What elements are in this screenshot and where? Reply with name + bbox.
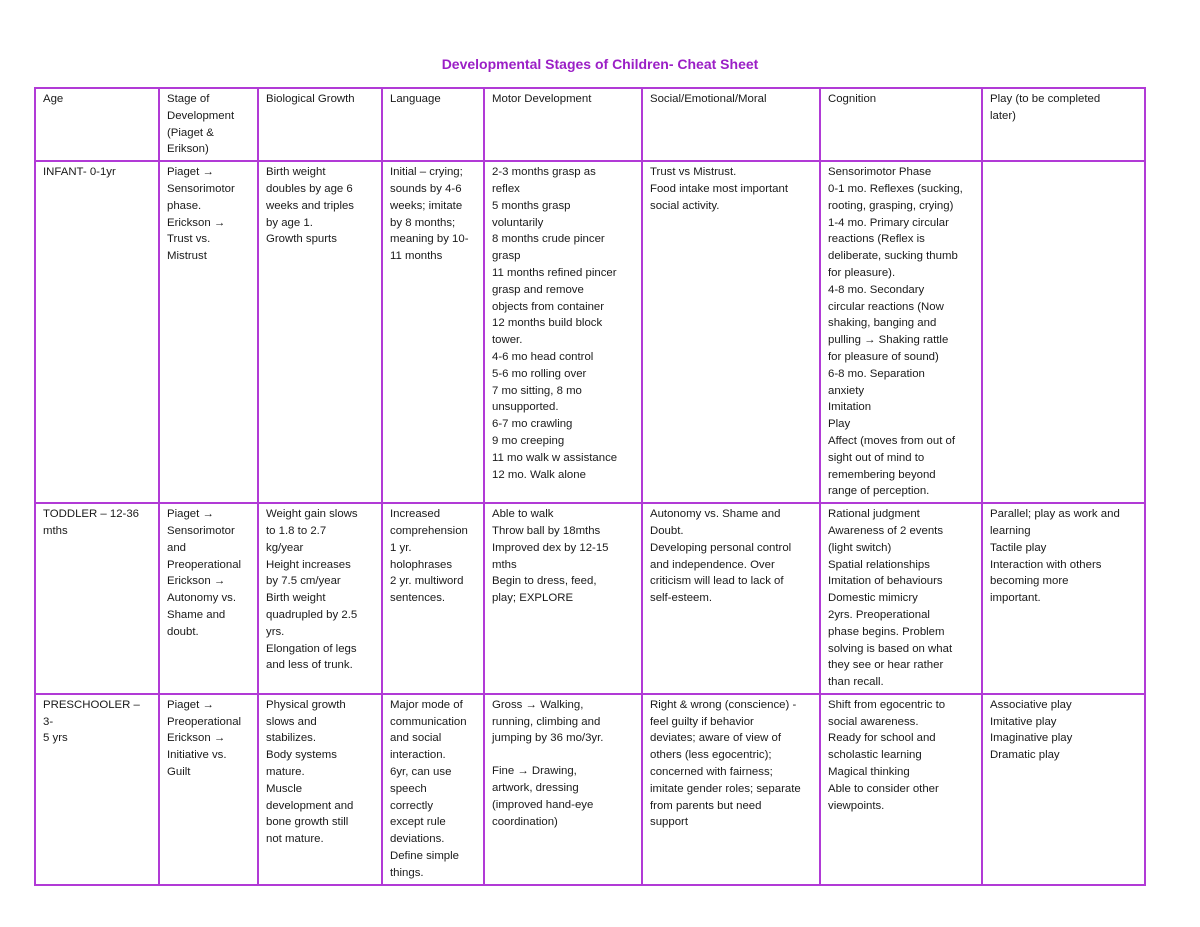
cell-line: Dramatic play bbox=[990, 749, 1060, 762]
cell-line: (improved hand-eye bbox=[492, 798, 594, 811]
cell-line: Birth weight bbox=[266, 592, 326, 605]
cell-line: kg/year bbox=[266, 541, 304, 554]
cell-line: Preoperational bbox=[167, 715, 242, 728]
header-cell-cognition bbox=[820, 88, 982, 161]
cell-line: Biological Growth bbox=[266, 93, 355, 105]
cell-line: for pleasure). bbox=[828, 266, 896, 279]
cell-line: Piaget → bbox=[167, 166, 214, 179]
cell-line: interaction. bbox=[390, 749, 446, 762]
cell-line: for pleasure of sound) bbox=[828, 350, 939, 363]
cell-line: Initial – crying; bbox=[390, 166, 463, 179]
cell-line: PRESCHOOLER – 3- bbox=[43, 698, 140, 728]
cell-line: 2 yr. multiword bbox=[390, 575, 464, 588]
cell-line: Erickson → bbox=[167, 575, 226, 588]
cell-line: Cognition bbox=[828, 93, 877, 105]
cell-line: Parallel; play as work and bbox=[990, 508, 1120, 521]
cell-line: weeks and triples bbox=[266, 199, 355, 212]
table-row-infant bbox=[35, 161, 1145, 503]
cell-line: Play bbox=[828, 418, 851, 431]
cell-line: Define simple bbox=[390, 850, 460, 863]
table-cell bbox=[820, 503, 982, 694]
cell-line: Magical thinking bbox=[828, 766, 910, 779]
cell-line: (Piaget & bbox=[167, 126, 214, 139]
cell-line: reactions (Reflex is bbox=[828, 233, 925, 246]
cell-line: Shame and bbox=[167, 608, 226, 621]
cell-line: Tactile play bbox=[990, 541, 1047, 554]
table-cell bbox=[642, 694, 820, 885]
cell-line: anxiety bbox=[828, 384, 865, 397]
cell-line: comprehension bbox=[390, 524, 468, 537]
cell-line: 5 months grasp bbox=[492, 199, 571, 212]
cell-line: than recall. bbox=[828, 676, 884, 689]
table-cell bbox=[35, 161, 159, 503]
cell-line: Right & wrong (conscience) - bbox=[650, 698, 797, 711]
cell-line: Trust vs. bbox=[167, 233, 211, 246]
cell-line: correctly bbox=[390, 799, 434, 812]
header-cell-motor-development bbox=[484, 88, 642, 161]
cell-line: learning bbox=[990, 524, 1031, 537]
cell-line: Erikson) bbox=[167, 143, 209, 156]
cell-line: Language bbox=[390, 93, 441, 105]
table-cell bbox=[642, 161, 820, 503]
table-cell bbox=[258, 161, 382, 503]
cell-line: Birth weight bbox=[266, 166, 326, 179]
cell-line: Gross → Walking, bbox=[492, 698, 584, 711]
table-cell bbox=[258, 694, 382, 885]
cell-line: 6yr, can use bbox=[390, 766, 452, 779]
cell-line: Imitation of behaviours bbox=[828, 575, 943, 588]
cell-line: Erickson → bbox=[167, 732, 226, 745]
cell-line: from parents but need bbox=[650, 799, 762, 812]
cell-line: to 1.8 to 2.7 bbox=[266, 524, 327, 537]
cell-line: Stage of bbox=[167, 93, 210, 105]
table-cell bbox=[159, 503, 258, 694]
cell-line: Shift from egocentric to bbox=[828, 698, 946, 711]
cell-line: Trust vs Mistrust. bbox=[650, 166, 737, 179]
cell-line: circular reactions (Now bbox=[828, 300, 944, 313]
cell-line: by 7.5 cm/year bbox=[266, 575, 341, 588]
cell-line: Spatial relationships bbox=[828, 558, 930, 571]
cell-line: and bbox=[167, 541, 187, 554]
cell-line: Elongation of legs bbox=[266, 642, 357, 655]
table-cell bbox=[35, 694, 159, 885]
cell-line: 12 months build block bbox=[492, 317, 603, 330]
table-cell bbox=[484, 161, 642, 503]
cell-line: and independence. Over bbox=[650, 558, 775, 571]
cell-line: by age 1. bbox=[266, 216, 313, 229]
cell-line: running, climbing and bbox=[492, 715, 601, 728]
cell-line: Guilt bbox=[167, 766, 191, 779]
cell-line: pulling → Shaking rattle bbox=[828, 334, 949, 347]
cell-line: 2-3 months grasp as bbox=[492, 166, 596, 179]
table-row-preschooler bbox=[35, 694, 1145, 885]
table-cell bbox=[820, 161, 982, 503]
cell-line: solving is based on what bbox=[828, 642, 953, 655]
cell-line: development and bbox=[266, 799, 354, 812]
cell-line: 8 months crude pincer bbox=[492, 233, 605, 246]
cell-line: mths bbox=[492, 558, 517, 571]
cell-line: viewpoints. bbox=[828, 799, 885, 812]
cell-line: Sensorimotor Phase bbox=[828, 166, 932, 179]
cell-line: Preoperational bbox=[167, 558, 242, 571]
cell-line: Erickson → bbox=[167, 216, 226, 229]
cell-line: self-esteem. bbox=[650, 592, 713, 605]
cell-line: Ready for school and bbox=[828, 732, 936, 745]
cell-line: quadrupled by 2.5 bbox=[266, 608, 358, 621]
cell-line: Development bbox=[167, 109, 235, 122]
cell-line: rooting, grasping, crying) bbox=[828, 199, 954, 212]
cell-line: they see or hear rather bbox=[828, 659, 944, 672]
cell-line: voluntarily bbox=[492, 216, 544, 229]
table-cell bbox=[982, 161, 1145, 503]
cell-line: 2yrs. Preoperational bbox=[828, 608, 930, 621]
cell-line: Able to walk bbox=[492, 508, 554, 521]
cell-line: remembering beyond bbox=[828, 468, 936, 481]
table-cell bbox=[382, 694, 484, 885]
cell-line: 12 mo. Walk alone bbox=[492, 468, 586, 481]
header-cell-biological-growth bbox=[258, 88, 382, 161]
cell-line: others (less egocentric); bbox=[650, 749, 772, 762]
cell-line: objects from container bbox=[492, 300, 605, 313]
cell-line: Mistrust bbox=[167, 250, 207, 263]
cell-line: grasp and remove bbox=[492, 283, 584, 296]
cell-line: Initiative vs. bbox=[167, 749, 227, 762]
cell-line: Major mode of bbox=[390, 698, 463, 711]
table-cell bbox=[484, 694, 642, 885]
cell-line: by 8 months; bbox=[390, 216, 456, 229]
cell-line: Weight gain slows bbox=[266, 508, 358, 521]
table-cell bbox=[382, 503, 484, 694]
table-cell bbox=[820, 694, 982, 885]
cell-line: grasp bbox=[492, 250, 521, 263]
table-row-toddler bbox=[35, 503, 1145, 694]
cell-line: things. bbox=[390, 866, 424, 879]
cell-line: Motor Development bbox=[492, 93, 592, 105]
cell-line: doubles by age 6 bbox=[266, 182, 353, 195]
cell-line: Begin to dress, feed, bbox=[492, 575, 597, 588]
cell-line: TODDLER – 12-36 bbox=[43, 508, 140, 521]
header-cell-language bbox=[382, 88, 484, 161]
cell-line: sight out of mind to bbox=[828, 451, 925, 464]
cell-line: Autonomy vs. Shame and bbox=[650, 508, 781, 521]
cell-line: Autonomy vs. bbox=[167, 592, 237, 605]
cell-line: 4-6 mo head control bbox=[492, 350, 594, 363]
cell-line: Developing personal control bbox=[650, 541, 792, 554]
cell-line: 11 mo walk w assistance bbox=[492, 451, 618, 464]
cell-line: 6-7 mo crawling bbox=[492, 418, 573, 431]
cell-line: stabilizes. bbox=[266, 732, 317, 745]
cell-line: mths bbox=[43, 524, 68, 537]
cell-line: 4-8 mo. Secondary bbox=[828, 283, 925, 296]
cell-line: 9 mo creeping bbox=[492, 434, 565, 447]
header-cell-stage bbox=[159, 88, 258, 161]
cell-line: feel guilty if behavior bbox=[650, 715, 754, 728]
cell-line: speech bbox=[390, 782, 427, 795]
cell-line: becoming more bbox=[990, 575, 1069, 588]
cell-line: weeks; imitate bbox=[390, 199, 463, 212]
table-body bbox=[35, 88, 1145, 885]
table-cell bbox=[484, 503, 642, 694]
cell-line: Muscle bbox=[266, 782, 303, 795]
header-cell-social-emotional-moral bbox=[642, 88, 820, 161]
cell-line: Imitation bbox=[828, 401, 872, 414]
cell-line: mature. bbox=[266, 766, 305, 779]
cell-line: Rational judgment bbox=[828, 508, 920, 521]
cell-line: phase. bbox=[167, 199, 202, 212]
cell-line: doubt. bbox=[167, 625, 199, 638]
cell-line: shaking, banging and bbox=[828, 317, 937, 330]
cell-line bbox=[492, 747, 636, 763]
cell-line: important. bbox=[990, 592, 1041, 605]
cell-line: Throw ball by 18mths bbox=[492, 524, 601, 537]
page-title: Developmental Stages of Children- Cheat Sheet bbox=[441, 56, 759, 72]
cell-line: Able to consider other bbox=[828, 782, 939, 795]
table-cell bbox=[982, 694, 1145, 885]
header-cell-age bbox=[35, 88, 159, 161]
cell-line: support bbox=[650, 816, 688, 829]
header-row bbox=[35, 88, 1145, 161]
header-cell-play bbox=[982, 88, 1145, 161]
cell-line: phase begins. Problem bbox=[828, 625, 945, 638]
cell-line: range of perception. bbox=[828, 485, 930, 498]
cell-line: except rule bbox=[390, 816, 446, 829]
cell-line: deliberate, sucking thumb bbox=[828, 250, 958, 263]
cell-line: Improved dex by 12-15 bbox=[492, 541, 609, 554]
cell-line: Sensorimotor bbox=[167, 182, 235, 195]
cell-line: Social/Emotional/Moral bbox=[650, 93, 767, 105]
cell-line: jumping by 36 mo/3yr. bbox=[492, 732, 604, 745]
table-cell bbox=[982, 503, 1145, 694]
cell-line: deviations. bbox=[390, 833, 445, 846]
cell-line: Piaget → bbox=[167, 698, 214, 711]
cell-line: Height increases bbox=[266, 558, 351, 571]
cell-line: 11 months bbox=[390, 250, 443, 263]
cell-line: artwork, dressing bbox=[492, 782, 579, 795]
cell-line: Domestic mimicry bbox=[828, 592, 918, 605]
cell-line: and social bbox=[390, 732, 442, 745]
cell-line: and less of trunk. bbox=[266, 659, 353, 672]
cell-line: 5-6 mo rolling over bbox=[492, 367, 587, 380]
cell-line: bone growth still bbox=[266, 816, 349, 829]
cell-line: Physical growth bbox=[266, 698, 346, 711]
table-cell bbox=[258, 503, 382, 694]
table-cell bbox=[159, 694, 258, 885]
cell-line: communication bbox=[390, 715, 467, 728]
cell-line: play; EXPLORE bbox=[492, 592, 574, 605]
cell-line: Imaginative play bbox=[990, 732, 1073, 745]
cell-line: reflex bbox=[492, 182, 520, 195]
cell-line: Doubt. bbox=[650, 524, 684, 537]
cell-line: meaning by 10- bbox=[390, 233, 469, 246]
cell-line: imitate gender roles; separate bbox=[650, 782, 801, 795]
cell-line: Age bbox=[43, 93, 64, 105]
cell-line: Imitative play bbox=[990, 715, 1057, 728]
cell-line: Sensorimotor bbox=[167, 524, 235, 537]
cell-line: social activity. bbox=[650, 199, 720, 212]
cell-line: Associative play bbox=[990, 698, 1072, 711]
table-cell bbox=[35, 503, 159, 694]
cell-line: tower. bbox=[492, 334, 523, 347]
cell-line: Play (to be completed bbox=[990, 93, 1101, 105]
cell-line: sentences. bbox=[390, 592, 446, 605]
cell-line: INFANT- 0-1yr bbox=[43, 166, 116, 179]
cell-line: Growth spurts bbox=[266, 233, 337, 246]
cell-line: 11 months refined pincer bbox=[492, 266, 617, 279]
cell-line: later) bbox=[990, 109, 1016, 122]
cell-line: coordination) bbox=[492, 815, 558, 828]
cell-line: 7 mo sitting, 8 mo bbox=[492, 384, 582, 397]
cell-line: (light switch) bbox=[828, 541, 892, 554]
cell-line: 6-8 mo. Separation bbox=[828, 367, 925, 380]
cell-line: not mature. bbox=[266, 833, 324, 846]
cell-line: unsupported. bbox=[492, 401, 559, 414]
cell-line: Body systems bbox=[266, 749, 337, 762]
cell-line: Interaction with others bbox=[990, 558, 1102, 571]
cell-line: Increased bbox=[390, 508, 441, 521]
cell-line: concerned with fairness; bbox=[650, 766, 773, 779]
cell-line: Food intake most important bbox=[650, 182, 789, 195]
cell-line: 1 yr. bbox=[390, 541, 412, 554]
cell-line: holophrases bbox=[390, 558, 453, 571]
cell-line: slows and bbox=[266, 715, 317, 728]
cell-line: Piaget → bbox=[167, 508, 214, 521]
cell-line: 1-4 mo. Primary circular bbox=[828, 216, 949, 229]
cell-line: 0-1 mo. Reflexes (sucking, bbox=[828, 182, 963, 195]
cell-line: sounds by 4-6 bbox=[390, 182, 462, 195]
cell-line: social awareness. bbox=[828, 715, 919, 728]
cell-line: Affect (moves from out of bbox=[828, 434, 956, 447]
cheat-sheet-table bbox=[34, 87, 1146, 886]
cell-line: Awareness of 2 events bbox=[828, 524, 944, 537]
cell-line: 5 yrs bbox=[43, 732, 68, 745]
cell-line: deviates; aware of view of bbox=[650, 732, 782, 745]
cell-line: Fine → Drawing, bbox=[492, 765, 577, 778]
cell-line: criticism will lead to lack of bbox=[650, 575, 784, 588]
table-cell bbox=[382, 161, 484, 503]
cell-line: yrs. bbox=[266, 625, 285, 638]
table-cell bbox=[159, 161, 258, 503]
cell-line: scholastic learning bbox=[828, 749, 922, 762]
table-cell bbox=[642, 503, 820, 694]
